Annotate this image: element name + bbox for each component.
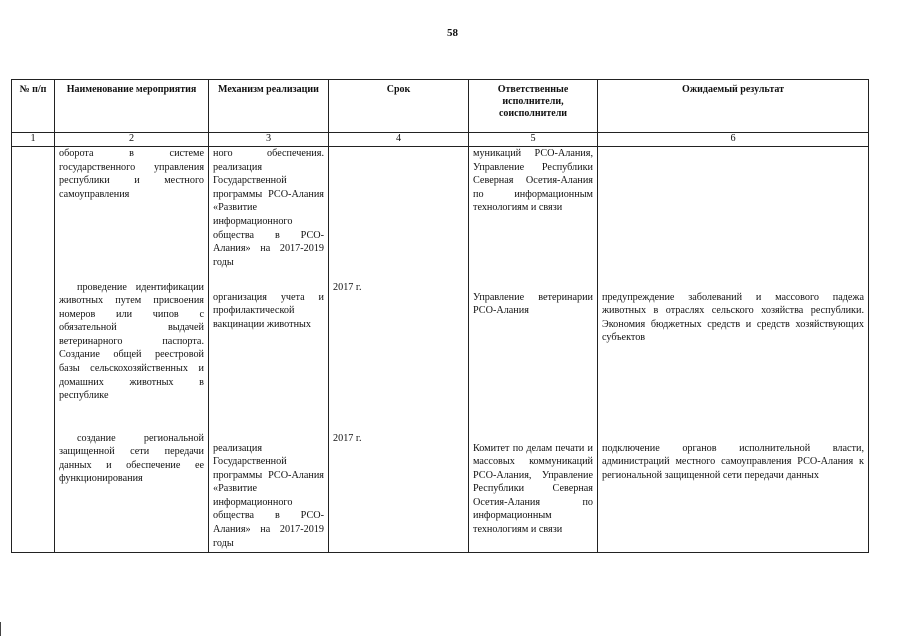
header-number: № п/п — [12, 80, 55, 133]
column-number: 2 — [55, 133, 209, 147]
cell-number — [12, 432, 55, 553]
cell-expected-result: предупреждение заболеваний и массового падежа животных в отраслях сельского хозяйства республики. Экономия бюджетных средств и средств хозяйствующих субъектов — [598, 281, 869, 432]
cell-expected-result — [598, 147, 869, 281]
cell-term: 2017 г. — [329, 281, 469, 432]
table-row — [12, 147, 869, 281]
cell-term — [329, 147, 469, 281]
cell-activity-name: оборота в системе государственного управления республики и местного самоуправления — [55, 147, 209, 281]
header-activity-name: Наименование мероприятия — [55, 80, 209, 133]
column-number-row — [12, 133, 869, 147]
header-executors: Ответственные исполнители, соисполнители — [469, 80, 598, 133]
page-number: 58 — [447, 27, 458, 39]
column-number: 3 — [209, 133, 329, 147]
table-header-row — [12, 80, 869, 133]
cell-mechanism: организация учета и профилактической вакцинации животных — [209, 281, 329, 432]
header-mechanism: Механизм реализации — [209, 80, 329, 133]
cell-executors: Управление ветеринарии РСО-Алания — [469, 281, 598, 432]
column-number: 6 — [598, 133, 869, 147]
cell-activity-name: создание региональной защищенной сети передачи данных и обеспечение ее функционирования — [55, 432, 209, 553]
column-number: 1 — [12, 133, 55, 147]
column-number: 4 — [329, 133, 469, 147]
header-term: Срок — [329, 80, 469, 133]
activities-table — [11, 79, 869, 553]
cell-term: 2017 г. — [329, 432, 469, 553]
header-expected-result: Ожидаемый результат — [598, 80, 869, 133]
table-row — [12, 281, 869, 432]
column-number: 5 — [469, 133, 598, 147]
cell-mechanism: реализация Государственной программы РСО-Алания «Развитие информационного общества в РСО-Алания» на 2017-2019 годы — [209, 432, 329, 553]
cell-executors: муникаций РСО-Алания, Управление Республики Северная Осетия-Алания по информационным технологиям и связи — [469, 147, 598, 281]
cell-executors: Комитет по делам печати и массовых коммуникаций РСО-Алания, Управление Республики Северная Осетия-Алания по информационным технологиям и связи — [469, 432, 598, 553]
cell-activity-name: проведение идентификации животных путем присвоения номеров или чипов с обязательной выдачей ветеринарного паспорта. Создание общей реестровой базы сельскохозяйственных и домашних животных в республике — [55, 281, 209, 432]
cell-number — [12, 147, 55, 281]
table-row — [12, 432, 869, 553]
cell-number — [12, 281, 55, 432]
scan-edge-mark — [0, 622, 1, 636]
cell-expected-result: подключение органов исполнительной власти, администраций местного самоуправления РСО-Алания к региональной защищенной сети передачи данных — [598, 432, 869, 553]
cell-mechanism: ного обеспечения. реализация Государственной программы РСО-Алания «Развитие информационного общества в РСО-Алания» на 2017-2019 годы — [209, 147, 329, 281]
